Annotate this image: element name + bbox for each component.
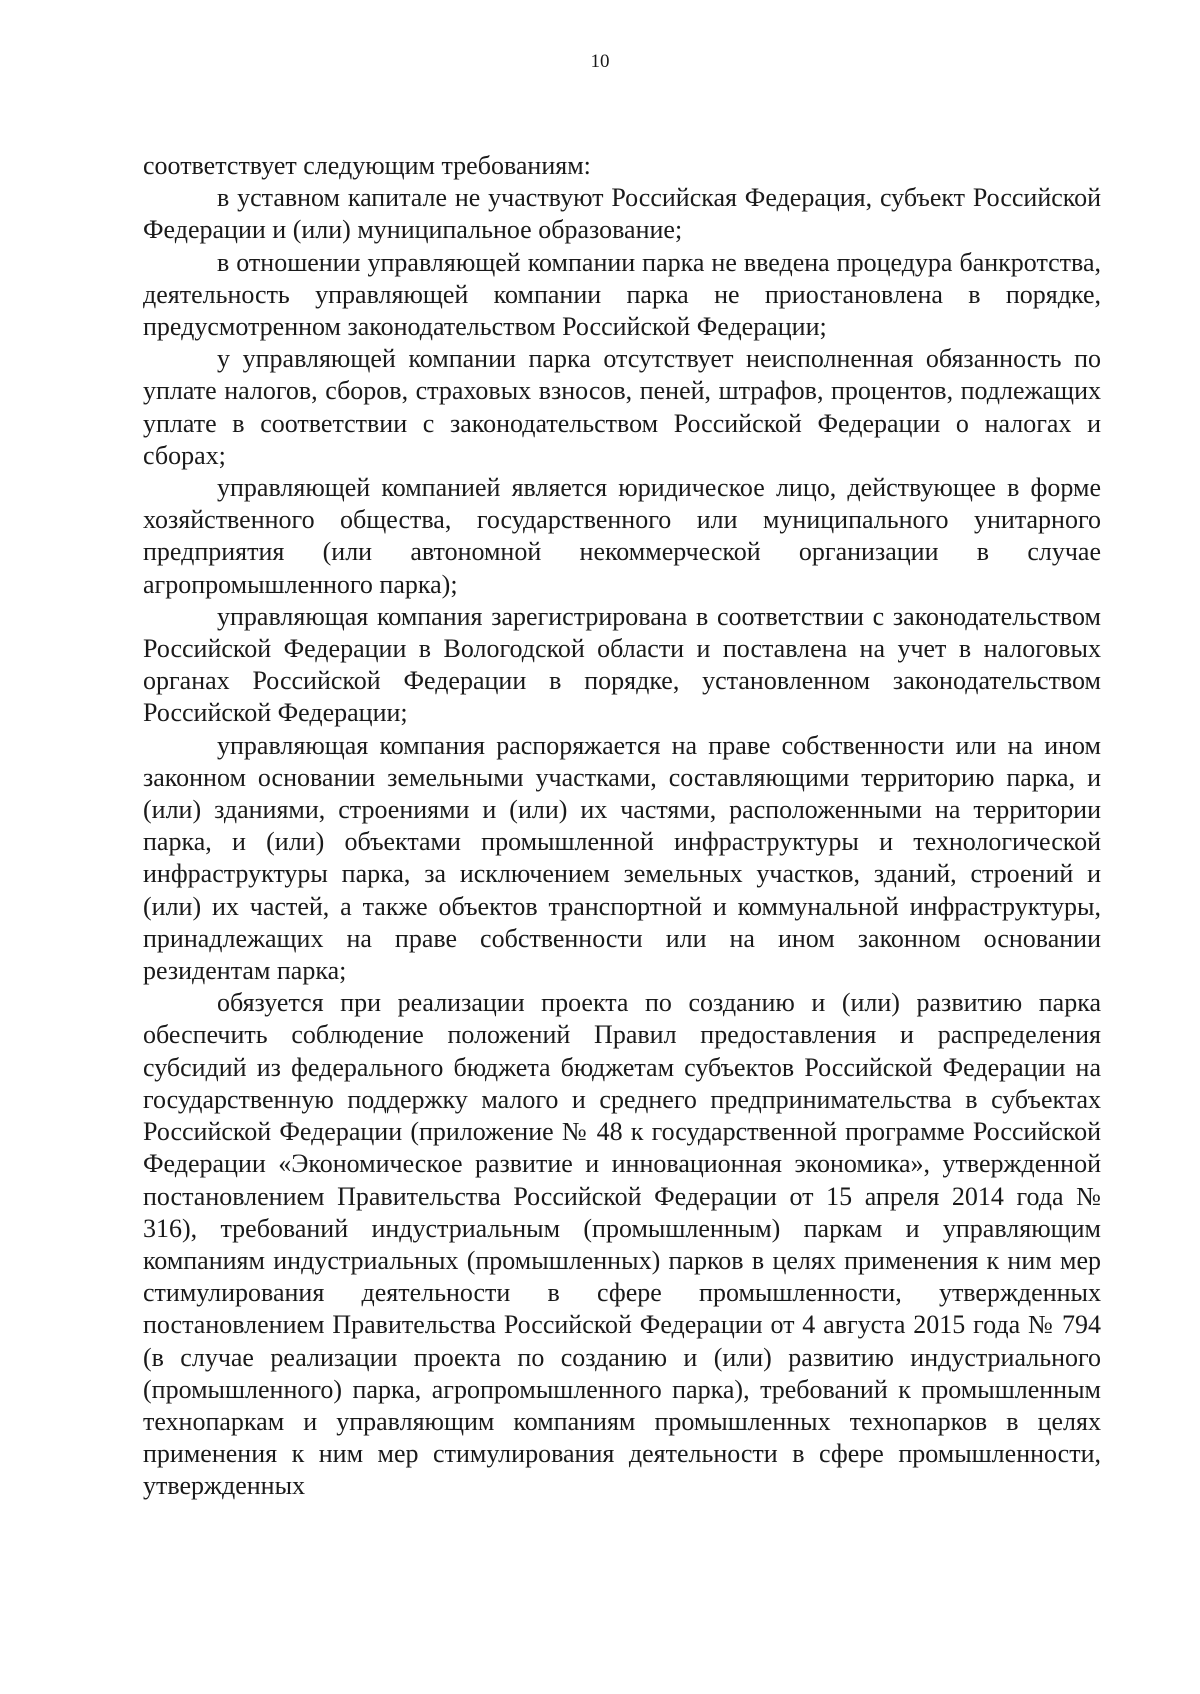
document-body [143,150,1101,1503]
paragraph-intro: соответствует следующим требованиям: [143,151,591,180]
paragraph-requirement-compliance: обязуется при реализации проекта по созданию и (или) развитию парка обеспечить соблюдение положений Правил предоставления и распределения субсидий из федерального бюджета бюджетам субъектов Российской Федерации на государственную поддержку малого и среднего предпринимательства в субъектах Российской Федерации (приложение № 48 к государственной программе Российской Федерации «Экономическое развитие и инновационная экономика», утвержденной постановлением Правительства Российской Федерации от 15 апреля 2014 года № 316), требований индустриальным (промышленным) паркам и управляющим компаниям индустриальных (промышленных) парков в целях применения к ним мер стимулирования деятельности в сфере промышленности, утвержденных постановлением Правительства Российской Федерации от 4 августа 2015 года № 794 (в случае реализации проекта по созданию и (или) развитию индустриального (промышленного) парка, агропромышленного парка), требований к промышленным технопаркам и управляющим компаниям промышленных технопарков в целях применения к ним мер стимулирования деятельности в сфере промышленности, утвержденных [143,988,1101,1501]
paragraph-requirement-registration: управляющая компания зарегистрирована в соответствии с законодательством Российской Федерации в Вологодской области и поставлена на учет в налоговых органах Российской Федерации в порядке, установленном законодательством Российской Федерации; [143,601,1101,728]
paragraph-requirement-taxes: у управляющей компании парка отсутствует неисполненная обязанность по уплате налогов, сборов, страховых взносов, пеней, штрафов, процентов, подлежащих уплате в соответствии с законодательством Российской Федерации о налогах и сборах; [143,344,1101,470]
paragraph-requirement-legal-form: управляющей компанией является юридическое лицо, действующее в форме хозяйственного общества, государственного или муниципального унитарного предприятия (или автономной некоммерческой организации в случае агропромышленного парка); [143,473,1101,599]
page-number: 10 [590,51,610,72]
paragraph-requirement-bankruptcy: в отношении управляющей компании парка не введена процедура банкротства, деятельность управляющей компании парка не приостановлена в порядке, предусмотренном законодательством Российской Федерации; [143,247,1101,342]
paragraph-requirement-capital: в уставном капитале не участвуют Российская Федерация, субъект Российской Федерации и (или) муниципальное образование; [143,183,1101,245]
paragraph-requirement-property: управляющая компания распоряжается на праве собственности или на ином законном основании земельными участками, составляющими территорию парка, и (или) зданиями, строениями и (или) их частями, расположенными на территории парка, и (или) объектами промышленной инфраструктуры и технологической инфраструктуры парка, за исключением земельных участков, зданий, строений и (или) их частей, а также объектов транспортной и коммунальной инфраструктуры, принадлежащих на праве собственности или на ином законном основании резидентам парка; [143,730,1101,986]
